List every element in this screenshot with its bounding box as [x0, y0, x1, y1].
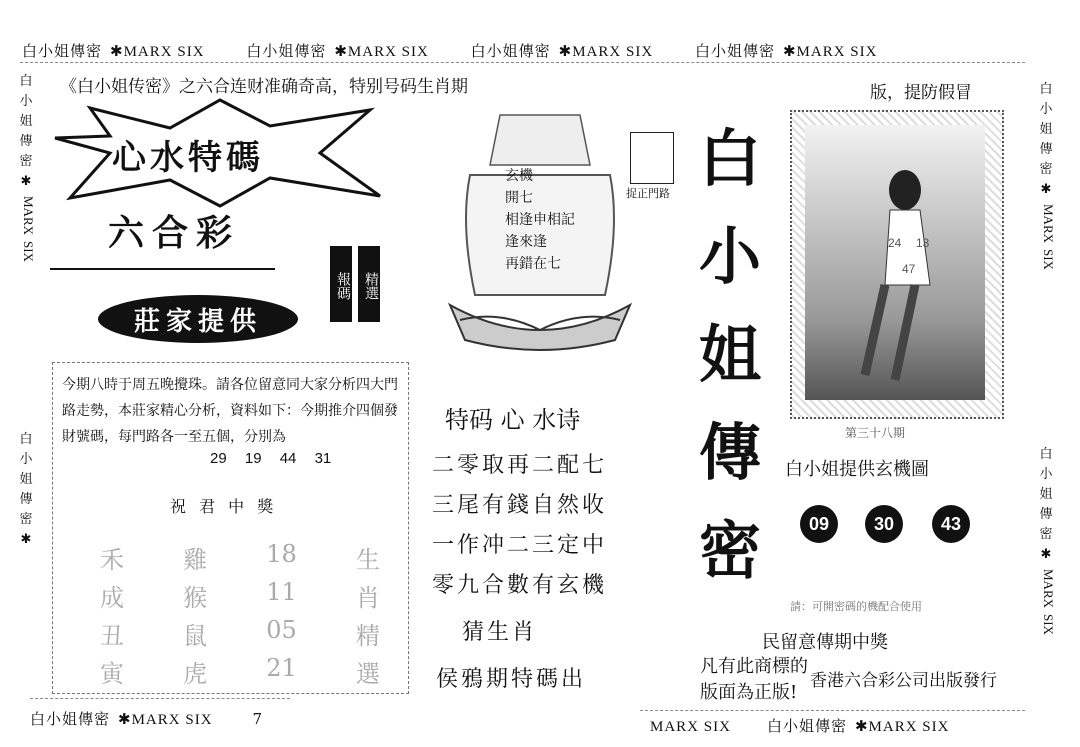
starburst-title: 心水特碼	[112, 138, 264, 178]
poem-line: 侯鴉期特碼出	[436, 667, 587, 692]
number-ball: 43	[932, 505, 970, 543]
bottom-left-rule	[30, 698, 290, 699]
stamp-box	[630, 132, 674, 184]
number-ball: 09	[800, 505, 838, 543]
poem-line: 零九合數有玄機	[432, 573, 608, 598]
anti-fake-note: 版，提防假冒	[870, 83, 972, 103]
top-rule	[20, 62, 1025, 63]
poem-line: 一作冲二三定中	[432, 533, 608, 558]
poem-title: 特码 心 水诗	[445, 406, 581, 434]
bottom-left-band: 白小姐傳密 ✱MARX SIX 7	[30, 710, 264, 728]
photo-num: 24	[888, 236, 902, 250]
table-row: 寅 虎 21 選	[100, 654, 380, 688]
footer-line-3: 版面為正版!	[700, 682, 798, 703]
number-ball: 30	[865, 505, 903, 543]
banner-oval: 莊家提供	[98, 295, 298, 343]
photo-image	[805, 125, 985, 400]
footer-line-1: 民留意傳期中獎	[762, 632, 888, 653]
issue-label: 第三十八期	[845, 426, 906, 440]
photo-num: 13	[916, 236, 930, 250]
footer-line-2: 凡有此商標的	[700, 656, 808, 677]
table-row: 禾 雞 18 生	[100, 540, 380, 574]
notice-text: 今期八時于周五晚攪珠。請各位留意同大家分析四大門路走勢，本莊家精心分析，資料如下：今期推介四個發財號碼，每門路各一至五個，分別為	[62, 377, 398, 445]
notice-numbers: 29 19 44 31	[210, 450, 332, 467]
right-vertical-strip-2: 白 小 姐 傳 密 ✱ MARX SIX	[1039, 447, 1056, 635]
stamp-label: 捉正門路	[626, 187, 670, 200]
bottom-right-band: MARX SIX 白小姐傳密 ✱MARX SIX	[650, 717, 950, 735]
badge-2: 精選	[358, 246, 380, 322]
lottery-name: 六合彩	[108, 212, 241, 254]
bottom-right-rule	[640, 710, 1025, 711]
woman-figure	[805, 125, 985, 400]
fine-print: 請：可開密碼的機配合使用	[790, 600, 922, 613]
poem-line: 三尾有錢自然收	[432, 493, 608, 518]
faded-table	[100, 540, 380, 692]
table-row: 丑 鼠 05 精	[100, 616, 380, 650]
provider-label: 白小姐提供玄機圖	[785, 459, 929, 480]
divider	[50, 268, 275, 270]
header-line: 《白小姐传密》之六合连财准确奇高，特别号码生肖期	[60, 77, 468, 97]
blessing: 祝 君 中 獎	[170, 497, 278, 516]
publisher: 香港六合彩公司出版發行	[810, 671, 997, 691]
left-vertical-strip: 白 小 姐 傳 密 ✱ MARX SIX	[19, 74, 36, 262]
left-vertical-strip-2: 白 小 姐 傳 密 ✱	[19, 432, 33, 547]
scroll-text: 玄機 開七 相逢申相記 逢來逢 再錯在七	[505, 168, 575, 272]
badge-1: 報碼	[330, 246, 352, 322]
big-title: 白 小 姐 傳 密	[698, 122, 761, 587]
band-text: 白小姐傳密	[22, 42, 103, 60]
top-band: 白小姐傳密 ✱MARX SIX 白小姐傳密 ✱MARX SIX 白小姐傳密 ✱MARX SIX 白小姐傳密 ✱MARX SIX	[22, 42, 878, 60]
photo-num: 47	[902, 262, 916, 276]
poem-line: 二零取再二配七	[432, 453, 608, 478]
table-row: 成 猴 11 肖	[100, 578, 380, 612]
poem-line: 猜生肖	[462, 620, 538, 645]
right-vertical-strip: 白 小 姐 傳 密 ✱ MARX SIX	[1039, 82, 1056, 270]
